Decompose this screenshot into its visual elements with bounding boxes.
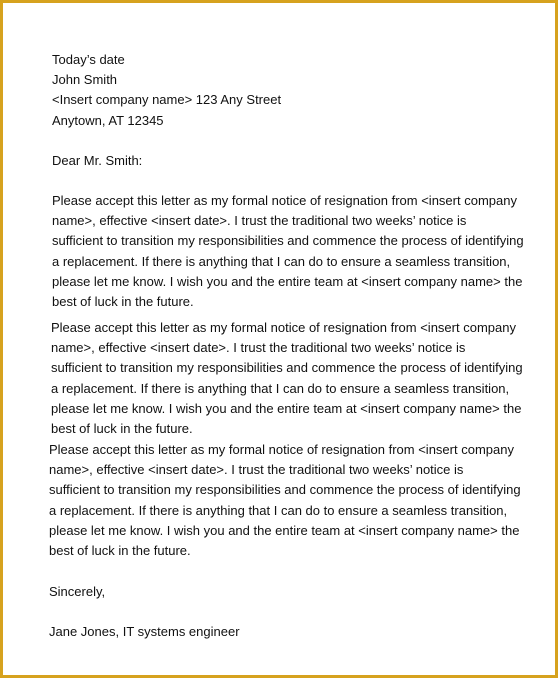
letter-date: Today’s date: [52, 52, 125, 67]
salutation: Dear Mr. Smith:: [52, 153, 143, 168]
closing: Sincerely,: [49, 584, 106, 599]
body-paragraph-3: Please accept this letter as my formal notice of resignation from <insert company name>, effective <insert date>. I trust the traditional two weeks’ notice is sufficient to transition my responsibilities and commence the process of identifying a replacement. If there is anything that I can do to ensure a seamless transition, please let me know. I wish you and the entire team at <insert company name> the best of luck in the future.: [49, 442, 521, 559]
recipient-street: <Insert company name> 123 Any Street: [52, 92, 282, 108]
address-block: [52, 50, 522, 131]
signature: Jane Jones, IT systems engineer: [49, 624, 240, 639]
body-paragraph-1: Please accept this letter as my formal notice of resignation from <insert company name>, effective <insert date>. I trust the traditional two weeks’ notice is sufficient to transition my responsibilities and commence the process of identifying a replacement. If there is anything that I can do to ensure a seamless transition, please let me know. I wish you and the entire team at <insert company name> the best of luck in the future.: [52, 193, 524, 310]
body-paragraph-2: Please accept this letter as my formal notice of resignation from <insert company name>, effective <insert date>. I trust the traditional two weeks’ notice is sufficient to transition my responsibilities and commence the process of identifying a replacement. If there is anything that I can do to ensure a seamless transition, please let me know. I wish you and the entire team at <insert company name> the best of luck in the future.: [51, 320, 523, 437]
recipient-city: Anytown, AT 12345: [52, 112, 164, 128]
recipient-name: John Smith: [52, 72, 118, 88]
